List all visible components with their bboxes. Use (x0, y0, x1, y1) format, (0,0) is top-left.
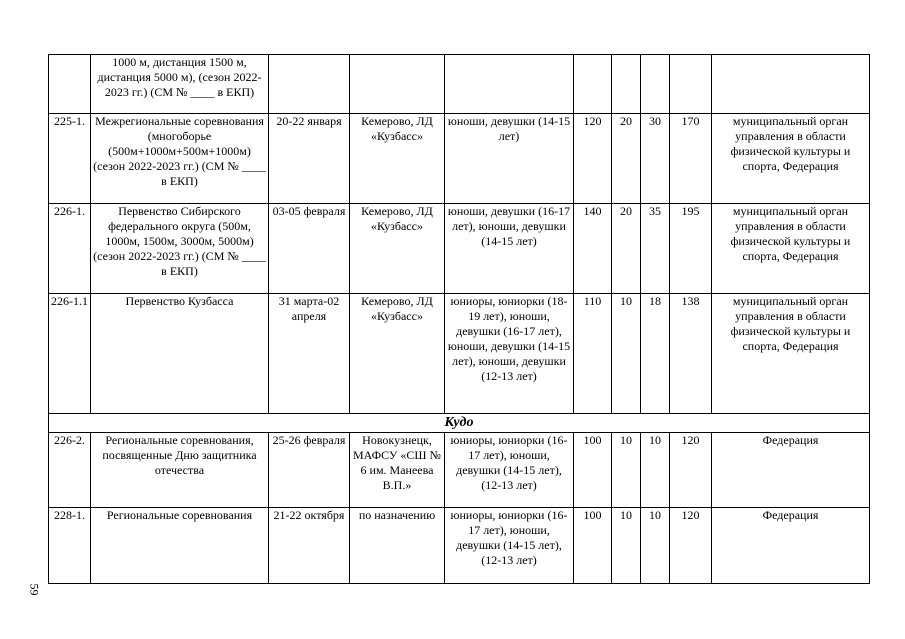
event-dates: 25-26 февраля (269, 433, 350, 508)
count-judges: 10 (641, 433, 670, 508)
count-total: 120 (670, 508, 712, 584)
table-row (49, 294, 870, 414)
count-judges: 18 (641, 294, 670, 414)
count-judges: 35 (641, 204, 670, 294)
count-athletes: 110 (574, 294, 612, 414)
participants-ages: юниоры, юниорки (18-19 лет), юноши, девушки (16-17 лет), юноши, девушки (14-15 лет), юноши, девушки (12-13 лет) (445, 294, 574, 414)
count-judges: 10 (641, 508, 670, 584)
event-place: по назначению (350, 508, 445, 584)
count-coaches: 20 (612, 114, 641, 204)
table-row (49, 55, 870, 114)
event-name: Региональные соревнования (91, 508, 269, 584)
event-place (350, 55, 445, 114)
count-judges: 30 (641, 114, 670, 204)
table-row (49, 204, 870, 294)
section-title: Кудо (49, 414, 870, 433)
count-coaches (612, 55, 641, 114)
count-total: 138 (670, 294, 712, 414)
event-dates: 21-22 октября (269, 508, 350, 584)
event-place: Новокузнецк, МАФСУ «СШ № 6 им. Манеева В.П.» (350, 433, 445, 508)
count-athletes: 100 (574, 433, 612, 508)
participants-ages: юноши, девушки (16-17 лет), юноши, девушки (14-15 лет) (445, 204, 574, 294)
count-athletes (574, 55, 612, 114)
count-coaches: 10 (612, 294, 641, 414)
count-judges (641, 55, 670, 114)
organizer: муниципальный орган управления в области физической культуры и спорта, Федерация (712, 114, 870, 204)
row-number: 226-1. (49, 204, 91, 294)
row-number (49, 55, 91, 114)
participants-ages: юноши, девушки (14-15 лет) (445, 114, 574, 204)
row-number: 228-1. (49, 508, 91, 584)
event-place: Кемерово, ЛД «Кузбасс» (350, 294, 445, 414)
event-dates: 31 марта-02 апреля (269, 294, 350, 414)
organizer: Федерация (712, 508, 870, 584)
organizer: муниципальный орган управления в области физической культуры и спорта, Федерация (712, 294, 870, 414)
event-name: 1000 м, дистанция 1500 м, дистанция 5000 м), (сезон 2022-2023 гг.) (СМ № ____ в ЕКП) (91, 55, 269, 114)
count-total: 170 (670, 114, 712, 204)
count-coaches: 20 (612, 204, 641, 294)
participants-ages: юниоры, юниорки (16-17 лет), юноши, девушки (14-15 лет), (12-13 лет) (445, 508, 574, 584)
table-row (49, 114, 870, 204)
page-number: 59 (27, 583, 42, 596)
event-dates: 20-22 января (269, 114, 350, 204)
event-place: Кемерово, ЛД «Кузбасс» (350, 114, 445, 204)
count-coaches: 10 (612, 433, 641, 508)
schedule-table (48, 54, 870, 584)
count-total: 120 (670, 433, 712, 508)
event-name: Межрегиональные соревнования (многоборье (500м+1000м+500м+1000м) (сезон 2022-2023 гг.) (СМ № ____ в ЕКП) (91, 114, 269, 204)
count-total (670, 55, 712, 114)
organizer (712, 55, 870, 114)
table-row (49, 508, 870, 584)
count-athletes: 140 (574, 204, 612, 294)
organizer: муниципальный орган управления в области физической культуры и спорта, Федерация (712, 204, 870, 294)
row-number: 226-2. (49, 433, 91, 508)
event-name: Первенство Кузбасса (91, 294, 269, 414)
section-row (49, 414, 870, 433)
row-number: 226-1.1 (49, 294, 91, 414)
count-total: 195 (670, 204, 712, 294)
count-athletes: 100 (574, 508, 612, 584)
organizer: Федерация (712, 433, 870, 508)
event-dates: 03-05 февраля (269, 204, 350, 294)
count-coaches: 10 (612, 508, 641, 584)
participants-ages (445, 55, 574, 114)
event-name: Региональные соревнования, посвященные Дню защитника отечества (91, 433, 269, 508)
count-athletes: 120 (574, 114, 612, 204)
event-dates (269, 55, 350, 114)
participants-ages: юниоры, юниорки (16-17 лет), юноши, девушки (14-15 лет), (12-13 лет) (445, 433, 574, 508)
event-place: Кемерово, ЛД «Кузбасс» (350, 204, 445, 294)
row-number: 225-1. (49, 114, 91, 204)
event-name: Первенство Сибирского федерального округа (500м, 1000м, 1500м, 3000м, 5000м) (сезон 2022-2023 гг.) (СМ № ____ в ЕКП) (91, 204, 269, 294)
table-row (49, 433, 870, 508)
